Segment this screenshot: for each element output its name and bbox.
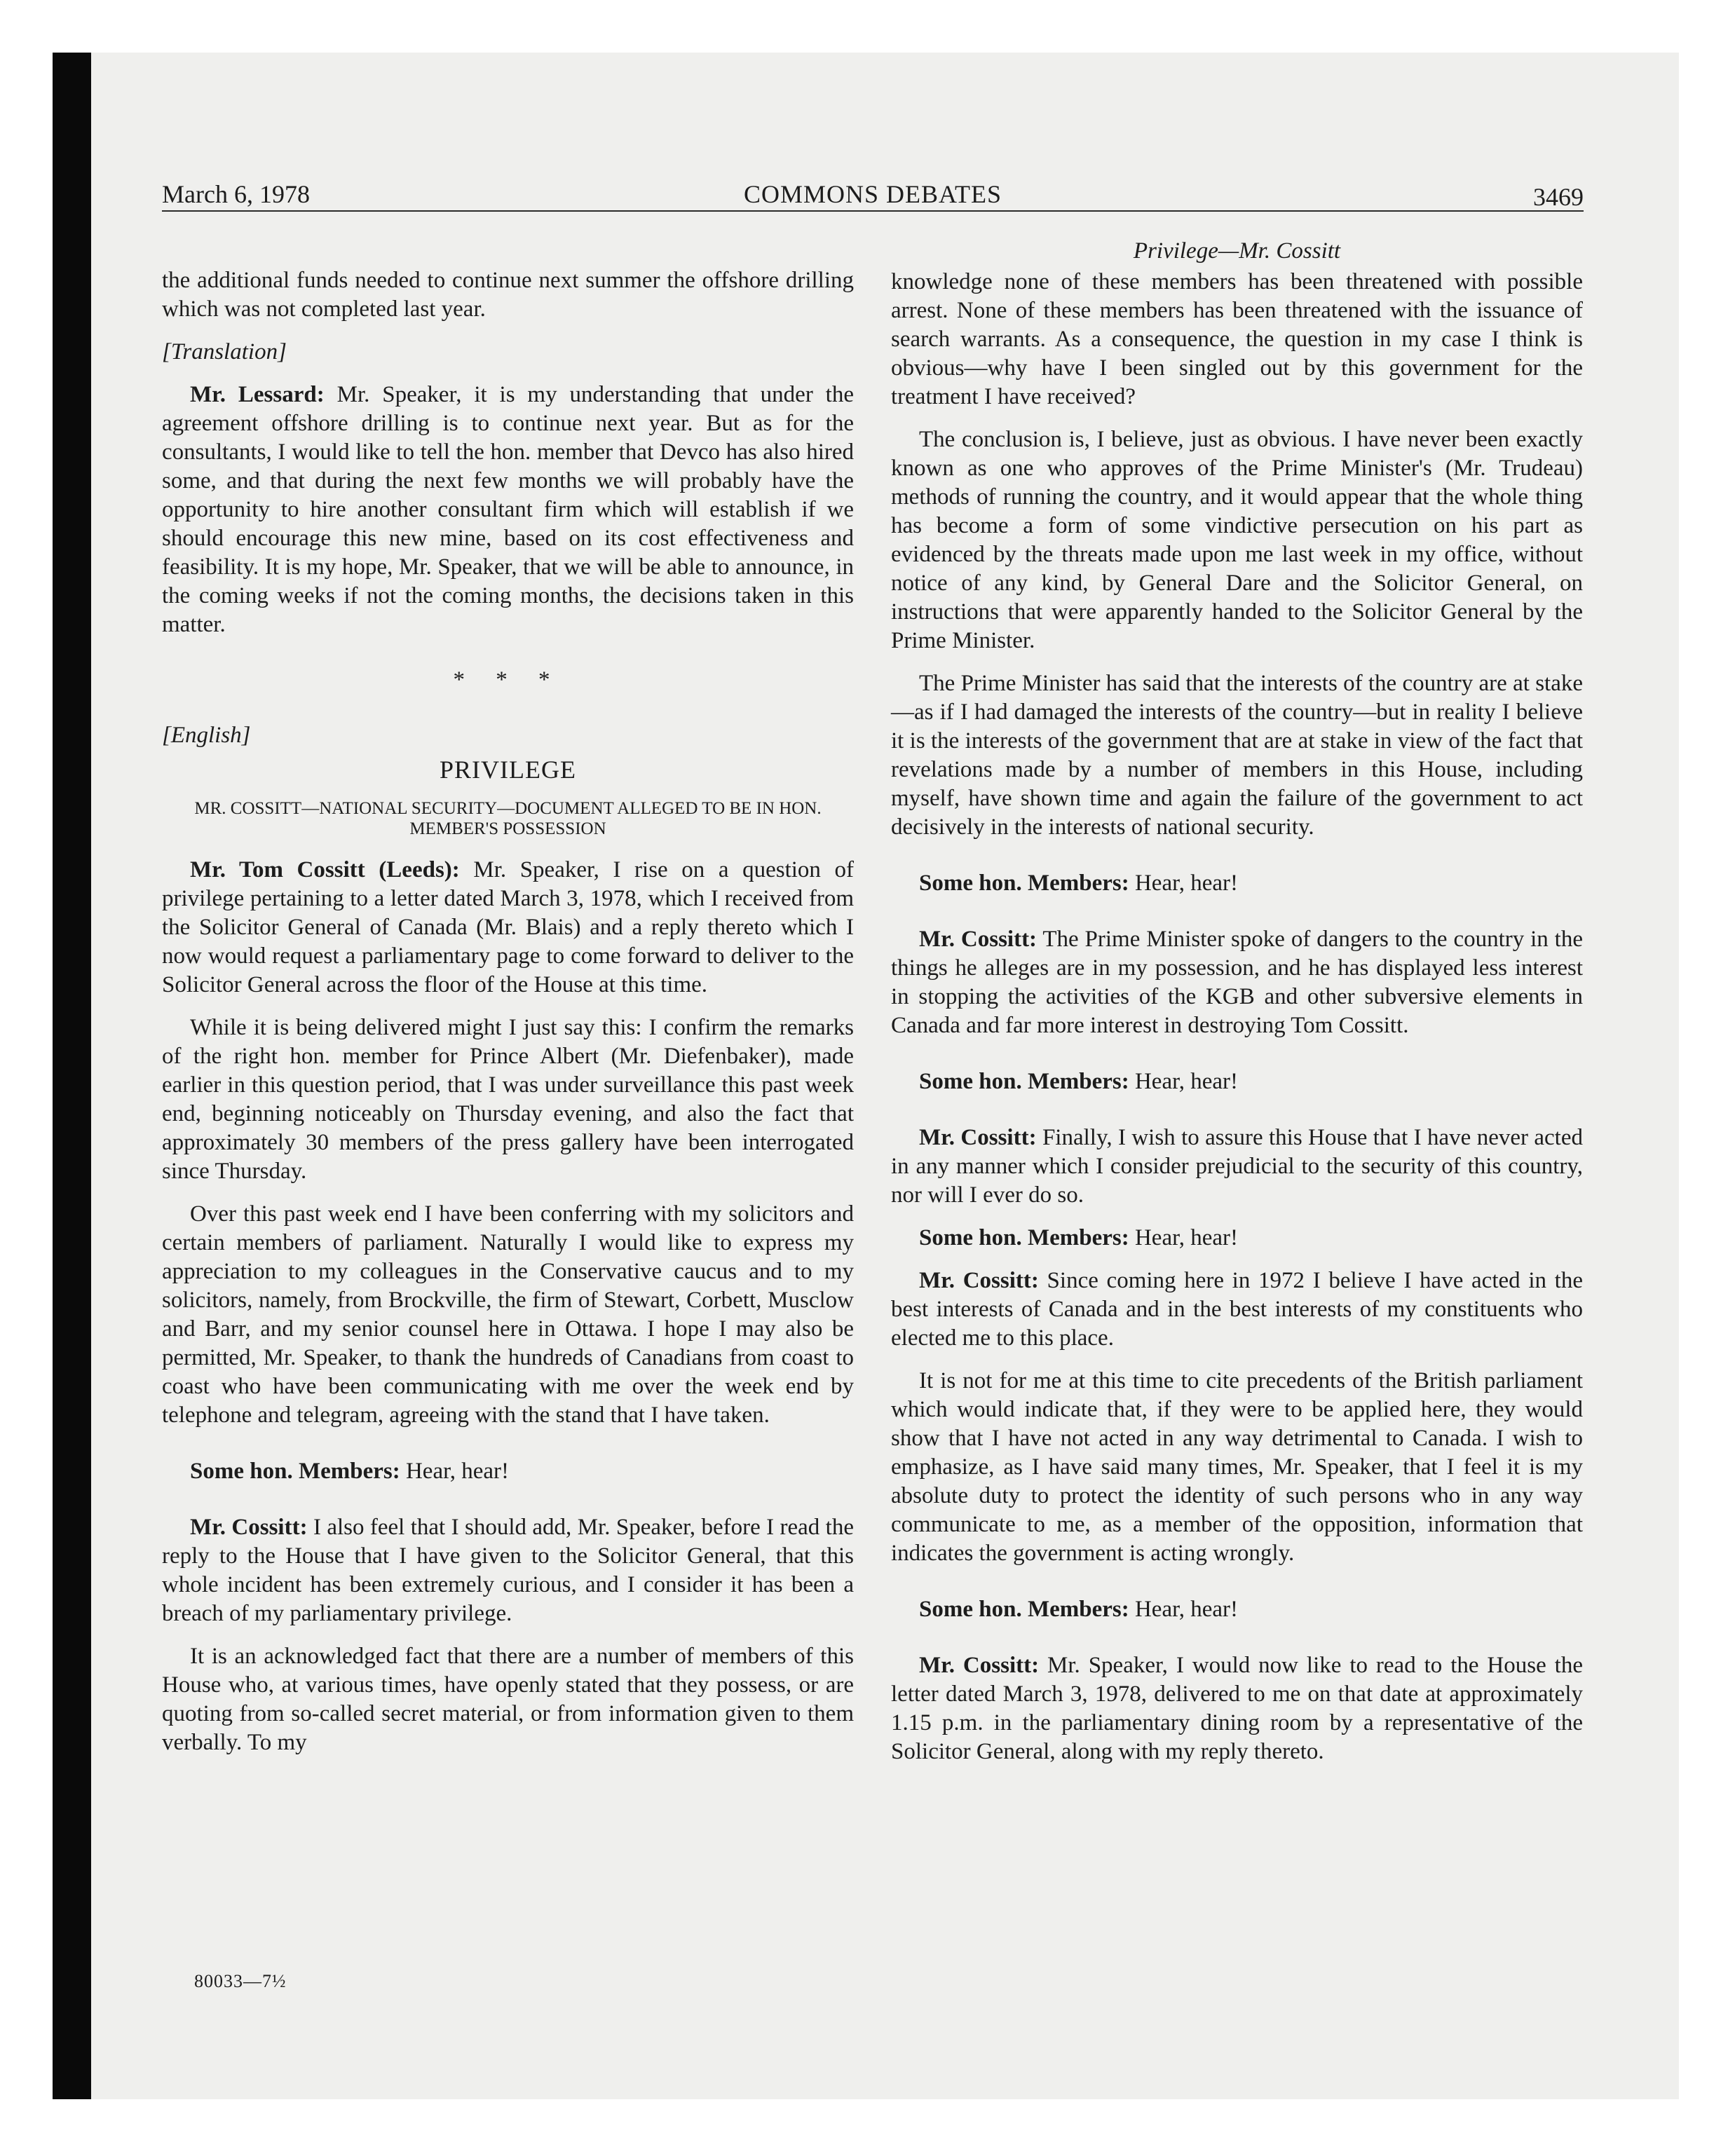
speech-paragraph xyxy=(891,1595,1583,1624)
left-column xyxy=(162,266,854,1771)
paragraph: It is not for me at this time to cite precedents of the British parliament which would indicate that, if they were to be applied here, they would show that I have not acted in any way detrimental to Canada. I wish to emphasize, as I have said many times, Mr. Speaker, that I feel it is my absolute duty to protect the identity of such persons who in any way communicate to me, as a member of the opposition, information that indicates the government is acting wrongly. xyxy=(891,1368,1583,1566)
speech-paragraph xyxy=(162,1457,854,1486)
paragraph: The conclusion is, I believe, just as obvious. I have never been exactly known as one who approves of the Prime Minister's (Mr. Trudeau) methods of running the country, and it would appear that the whole thing has become a form of some vindictive persecution on his part as evidenced by the threats made upon me last week in my office, without notice of any kind, by General Dare and the Solicitor General, on instructions that were apparently handed to the Solicitor General by the Prime Minister. xyxy=(891,427,1583,653)
speech-text: Mr. Speaker, I rise on a question of privilege pertaining to a letter dated March 3, 1978, which I received from the Solicitor General of Canada (Mr. Blais) and a reply thereto which I now would request a parliamentary page to come forward to deliver to the Solicitor General across the floor of the House at this time. xyxy=(162,857,854,997)
speech-text: Hear, hear! xyxy=(1129,1225,1239,1250)
running-head: Privilege—Mr. Cossitt xyxy=(1133,238,1341,264)
speech-text: I also feel that I should add, Mr. Speaker, before I read the reply to the House that I have given to the Solicitor General, that this whole incident has been extremely curious, and I consider it has been a breach of my parliamentary privilege. xyxy=(162,1515,854,1626)
paragraph: Over this past week end I have been conferring with my solicitors and certain members of parliament. Naturally I would like to express my appreciation to my colleagues in the Conservative caucus and to my solicitors, namely, from Brockville, the firm of Stewart, Corbett, Musclow and Barr, and my senior counsel here in Ottawa. I hope I may also be permitted, Mr. Speaker, to thank the hundreds of Canadians from coast to coast who have been communicating with me over the week end by telephone and telegram, agreeing with the stand that I have taken. xyxy=(162,1201,854,1428)
header-title: COMMONS DEBATES xyxy=(743,180,1002,208)
section-title: PRIVILEGE xyxy=(440,756,576,784)
footer-code: 80033—7½ xyxy=(194,1971,287,1991)
speaker-name: Mr. Cossitt: xyxy=(919,1125,1037,1150)
speech-paragraph xyxy=(891,1267,1583,1353)
speaker-name: Some hon. Members: xyxy=(919,871,1129,896)
paragraph: knowledge none of these members has been threatened with possible arrest. None of these members has been threatened with the issuance of search warrants. As a consequence, the question in my case I think is obvious—why have I been singled out by this government for the treatment I have received? xyxy=(891,269,1583,409)
page-header xyxy=(162,178,1584,212)
speech-paragraph xyxy=(891,1651,1583,1766)
speech-paragraph xyxy=(891,1224,1583,1253)
speaker-name: Mr. Cossitt: xyxy=(190,1515,308,1540)
speech-paragraph xyxy=(162,856,854,999)
speaker-name: Mr. Lessard: xyxy=(190,382,325,407)
speech-text: Hear, hear! xyxy=(400,1459,510,1484)
speech-text: Mr. Speaker, it is my understanding that under the agreement offshore drilling is to continue next year. But as for the consultants, I would like to tell the hon. member that Devco has also hired some, and that during the next few months we will probably have the opportunity to hire another consultant firm which will establish if we should encourage this new mine, based on its cost effectiveness and feasibility. It is my hope, Mr. Speaker, that we will be able to announce, in the coming weeks if not the coming months, the decisions taken in this matter. xyxy=(162,382,854,637)
speaker-name: Some hon. Members: xyxy=(919,1225,1129,1250)
language-marker: [English] xyxy=(162,723,251,748)
paragraph: The Prime Minister has said that the interests of the country are at stake—as if I had damaged the interests of the country—but in reality I believe it is the interests of the government that are at stake in view of the fact that revelations made by a number of members in this House, including myself, have shown time and again the failure of the government to act decisively in the interests of national security. xyxy=(891,671,1583,840)
speech-text: Since coming here in 1972 I believe I have acted in the best interests of Canada and in the best interests of my constituents who elected me to this place. xyxy=(891,1268,1583,1351)
section-subheading: MR. COSSITT—NATIONAL SECURITY—DOCUMENT ALLEGED TO BE IN HON. MEMBER'S POSSESSION xyxy=(194,799,822,838)
page-number: 3469 xyxy=(1533,183,1584,211)
speech-text: The Prime Minister spoke of dangers to the country in the things he alleges are in my possession, and he has displayed less interest in stopping the activities of the KGB and other subversive elements in Canada and far more interest in destroying Tom Cossitt. xyxy=(891,927,1583,1038)
speech-text: Mr. Speaker, I would now like to read to the House the letter dated March 3, 1978, delivered to me on that date at approximately 1.15 p.m. in the parliamentary dining room by a representative of the Solicitor General, along with my reply thereto. xyxy=(891,1653,1583,1764)
speaker-name: Mr. Cossitt: xyxy=(919,927,1037,952)
paragraph: While it is being delivered might I just say this: I confirm the remarks of the right hon. member for Prince Albert (Mr. Diefenbaker), made earlier in this question period, that I was under surveillance this past week end, beginning noticeably on Thursday evening, and also the fact that approximately 30 members of the press gallery have been interrogated since Thursday. xyxy=(162,1015,854,1184)
header-date: March 6, 1978 xyxy=(162,180,310,208)
speaker-name: Mr. Tom Cossitt (Leeds): xyxy=(190,857,460,882)
paragraph: It is an acknowledged fact that there are a number of members of this House who, at various times, have openly stated that they possess, or are quoting from so-called secret material, or from information given to them verbally. To my xyxy=(162,1644,854,1755)
speech-paragraph xyxy=(891,925,1583,1040)
speaker-name: Mr. Cossitt: xyxy=(919,1268,1039,1293)
speaker-name: Some hon. Members: xyxy=(190,1459,400,1484)
scan-edge-bar xyxy=(53,53,91,2099)
speech-paragraph xyxy=(162,381,854,639)
speech-paragraph xyxy=(891,869,1583,898)
speech-text: Finally, I wish to assure this House that I have never acted in any manner which I consider prejudicial to the security of this country, nor will I ever do so. xyxy=(891,1125,1583,1208)
speech-text: Hear, hear! xyxy=(1129,871,1239,896)
language-marker: [Translation] xyxy=(162,339,287,364)
speaker-name: Some hon. Members: xyxy=(919,1597,1129,1622)
speech-paragraph xyxy=(162,1513,854,1628)
section-separator: * * * xyxy=(453,667,563,692)
right-column xyxy=(891,268,1583,1780)
paragraph: the additional funds needed to continue next summer the offshore drilling which was not completed last year. xyxy=(162,268,854,322)
speech-text: Hear, hear! xyxy=(1129,1069,1239,1094)
speech-paragraph xyxy=(891,1124,1583,1210)
speech-paragraph xyxy=(891,1067,1583,1096)
speaker-name: Some hon. Members: xyxy=(919,1069,1129,1094)
speaker-name: Mr. Cossitt: xyxy=(919,1653,1040,1678)
speech-text: Hear, hear! xyxy=(1129,1597,1239,1622)
